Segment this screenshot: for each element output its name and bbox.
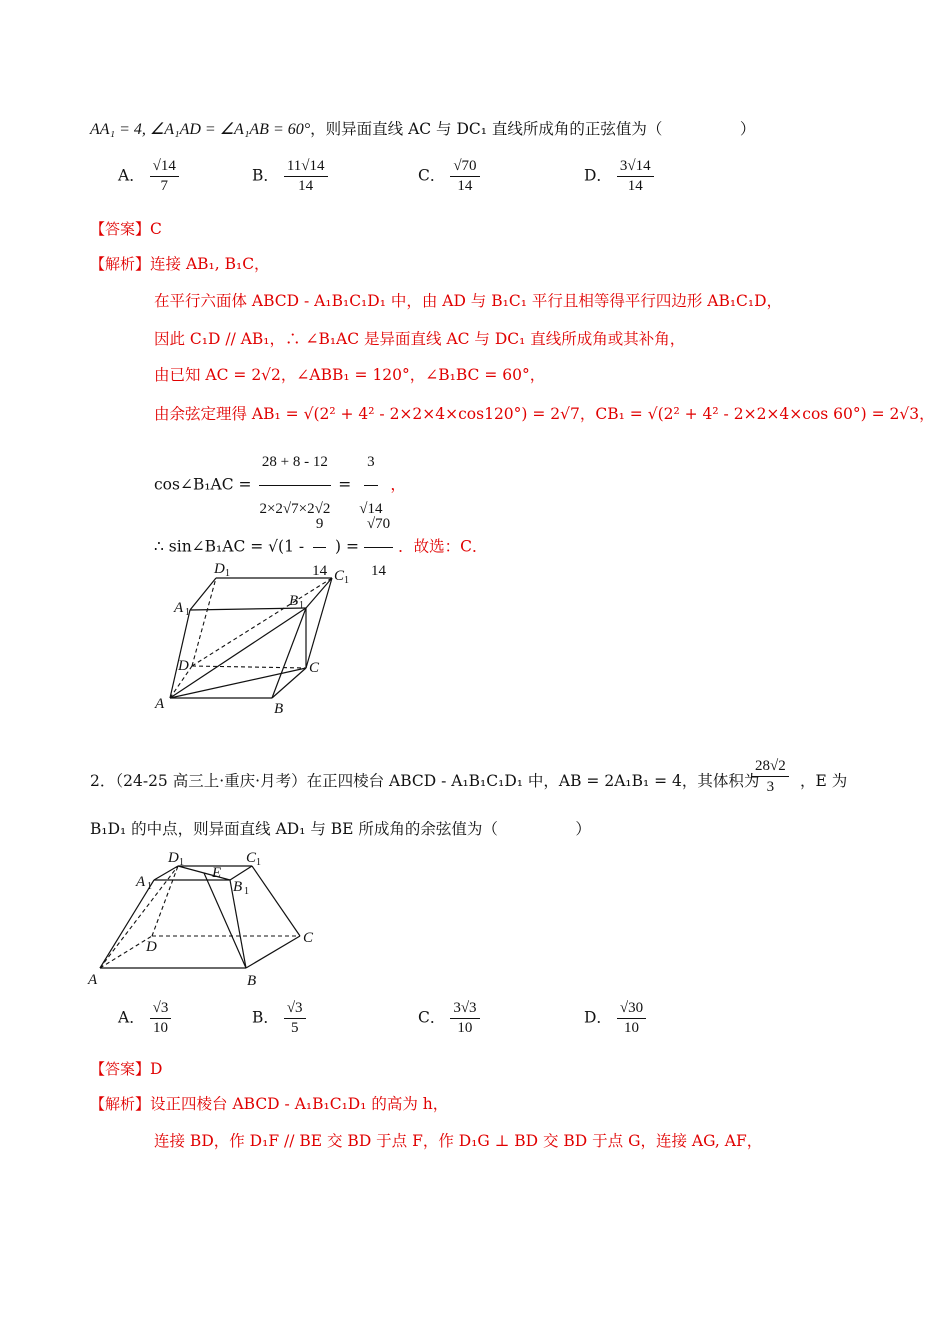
q1-label-d1: D — [214, 561, 225, 577]
q1-sin-result-den: 14 — [371, 563, 387, 579]
q1-option-c — [418, 158, 480, 195]
q1-analysis-line-4: 由已知 AC = 2√2，∠ABB₁ = 120°，∠B₁BC = 60°， — [154, 366, 546, 384]
q2-option-a-letter: A． — [118, 1008, 145, 1027]
q1-option-c-num: √70 — [450, 158, 479, 177]
edge-bc — [246, 936, 300, 968]
q2-option-a-den: 10 — [153, 1020, 168, 1036]
q1-sin-mid: ) = — [335, 537, 359, 556]
q2-analysis-text-1: 设正四棱台 ABCD - A₁B₁C₁D₁ 的高为 h， — [150, 1095, 449, 1113]
q1-analysis-line-2: 在平行六面体 ABCD - A₁B₁C₁D₁ 中，由 AD 与 B₁C₁ 平行且相等得平行四边形 AB₁C₁D， — [154, 292, 783, 310]
q1-sin-frac-num: 9 — [313, 502, 327, 548]
q2-label-d1: D — [168, 850, 179, 866]
q1-cos-suffix: ， — [390, 475, 406, 494]
q2-label-d: D — [146, 939, 157, 955]
q2-option-a-frac — [150, 1000, 172, 1037]
q1-option-b-den: 14 — [298, 178, 314, 194]
edge-cc1 — [306, 578, 332, 668]
q1-label-b1-sub: 1 — [299, 600, 304, 611]
q1-answer-tag: 【答案】 — [90, 220, 151, 238]
q1-label-d1-sub: 1 — [225, 568, 230, 579]
q2-option-b-num: √3 — [284, 1000, 306, 1019]
q2-analysis-line-2: 连接 BD，作 D₁F // BE 交 BD 于点 F，作 D₁G ⊥ BD 交 BD 于点 G，连接 AG, AF， — [154, 1132, 763, 1150]
q2-option-d-letter: D． — [584, 1008, 612, 1027]
q1-analysis-line-3: 因此 C₁D // AB₁，∴ ∠B₁AC 是异面直线 AC 与 DC₁ 直线所成角或其补角， — [154, 330, 686, 348]
q2-stem-line-1 — [90, 770, 759, 792]
q2-label-b: B — [247, 973, 257, 989]
q2-volume-num: 28√2 — [752, 757, 789, 777]
q2-answer — [90, 1058, 162, 1080]
q2-label-a: A — [88, 972, 98, 988]
q1-stem-math: AA₁ = 4, ∠A₁AD = ∠A₁AB = 60° — [90, 121, 311, 138]
q1-analysis-line-1 — [90, 253, 270, 275]
q2-option-d-den: 10 — [623, 1020, 639, 1036]
q2-volume-den: 3 — [766, 779, 775, 795]
q1-sin-suffix: ．故选：C． — [398, 537, 488, 556]
q2-option-a-num: √3 — [150, 1000, 172, 1019]
q2-label-e: E — [212, 865, 222, 881]
q1-option-c-frac — [450, 158, 479, 195]
q1-analysis-tag: 【解析】 — [90, 255, 151, 273]
q2-stem-line-2: B₁D₁ 的中点，则异面直线 AD₁ 与 BE 所成角的余弦值为（ ） — [90, 820, 591, 838]
q2-option-d-num: √30 — [617, 1000, 646, 1019]
q2-option-b-letter: B． — [252, 1008, 279, 1027]
q1-cos-frac-1-num: 28 + 8 - 12 — [259, 440, 331, 486]
q2-label-c1: C — [246, 850, 257, 866]
q2-frustum-figure — [86, 846, 326, 996]
q1-label-d: D — [178, 658, 189, 674]
q1-sin-result-num: √70 — [364, 502, 393, 548]
q2-stem-text-1: 2．（24-25 高三上·重庆·月考）在正四棱台 ABCD - A₁B₁C₁D₁ 中，AB = 2A₁B₁ = 4，其体积为 — [90, 772, 760, 790]
q1-cos-frac-2-den: √14 — [359, 501, 383, 517]
q1-sin-prefix: ∴ sin∠B₁AC = √(1 - — [154, 537, 305, 556]
q2-stem-line-1-end: ，E 为 — [800, 772, 848, 790]
q1-label-c: C — [309, 660, 320, 676]
q2-volume-frac — [752, 757, 789, 796]
q2-label-c1-sub: 1 — [256, 857, 261, 868]
q1-option-a-den: 7 — [160, 178, 168, 194]
q1-answer — [90, 218, 162, 240]
q1-option-d-den: 14 — [627, 178, 643, 194]
q2-option-d-frac — [617, 1000, 646, 1037]
q1-label-b: B — [274, 701, 284, 717]
q1-option-d-num: 3√14 — [617, 158, 654, 177]
edge-a1d1 — [154, 866, 178, 880]
edge-cc1 — [252, 866, 300, 936]
q1-option-d — [584, 158, 654, 195]
hidden-edge-ad — [100, 936, 152, 968]
segment-ac — [170, 668, 306, 698]
q2-label-d1-sub: 1 — [179, 857, 184, 868]
q2-option-d — [584, 1000, 646, 1037]
q1-cos-frac-2-num: 3 — [364, 440, 378, 486]
edge-a1d1 — [190, 578, 216, 610]
q2-label-a1: A — [136, 874, 146, 890]
q2-answer-value: D — [150, 1060, 163, 1078]
q1-label-c1: C — [334, 568, 345, 584]
q2-answer-tag: 【答案】 — [90, 1060, 151, 1078]
q2-option-b-den: 5 — [290, 1020, 299, 1036]
q2-option-c — [418, 1000, 480, 1037]
hidden-edge-dc — [192, 666, 306, 668]
q2-label-c: C — [303, 930, 314, 946]
q1-cos-frac-1-den: 2×2√7×2√2 — [259, 501, 331, 517]
q1-stem-text: ，则异面直线 AC 与 DC₁ 直线所成角的正弦值为（ ） — [310, 120, 756, 138]
q2-label-b1-sub: 1 — [244, 886, 249, 897]
q1-option-c-den: 14 — [457, 178, 473, 194]
q1-option-b-letter: B． — [252, 166, 279, 185]
hidden-edge-dd1 — [152, 866, 178, 936]
q2-label-a1-sub: 1 — [147, 881, 152, 892]
q1-cos-prefix: cos∠B₁AC = — [154, 475, 252, 494]
q1-label-c1-sub: 1 — [344, 575, 349, 586]
q1-option-d-letter: D． — [584, 166, 612, 185]
q1-option-b — [252, 158, 328, 195]
q1-option-a-num: √14 — [150, 158, 179, 177]
q2-option-a — [118, 1000, 171, 1037]
q2-analysis-line-1 — [90, 1093, 448, 1115]
q1-sin-frac-den: 14 — [312, 563, 328, 579]
q2-volume — [752, 757, 789, 796]
q1-cos-equals: = — [338, 475, 352, 494]
segment-ab1 — [170, 608, 306, 698]
q1-analysis-line-5: 由余弦定理得 AB₁ = √(2² + 4² - 2×2×4×cos120°) = 2√7，CB₁ = √(2² + 4² - 2×2×4×cos 60°) = 2√3， — [154, 405, 935, 423]
q1-option-a-letter: A． — [118, 166, 145, 185]
q1-parallelepiped-figure — [150, 558, 370, 718]
q1-option-a — [118, 158, 179, 195]
edge-bb1 — [272, 608, 306, 698]
q1-answer-value: C — [150, 220, 162, 238]
q1-label-a: A — [155, 696, 165, 712]
q1-option-a-frac — [150, 158, 179, 195]
q1-label-a1-sub: 1 — [185, 607, 190, 618]
q1-analysis-text-1: 连接 AB₁, B₁C， — [150, 255, 270, 273]
q1-option-b-frac — [284, 158, 328, 195]
edge-aa1 — [170, 610, 190, 698]
q2-option-b — [252, 1000, 306, 1037]
q2-option-c-num: 3√3 — [450, 1000, 479, 1019]
q1-label-a1: A — [174, 600, 184, 616]
q1-option-c-letter: C． — [418, 166, 446, 185]
q2-option-b-frac — [284, 1000, 306, 1037]
q1-option-b-num: 11√14 — [284, 158, 328, 177]
q2-option-c-frac — [450, 1000, 479, 1037]
edge-b1c1 — [230, 866, 252, 880]
q2-analysis-tag: 【解析】 — [90, 1095, 151, 1113]
q1-label-b1: B — [289, 593, 299, 609]
q1-stem — [90, 118, 755, 141]
q1-option-d-frac — [617, 158, 654, 195]
q2-option-c-den: 10 — [457, 1020, 473, 1036]
q2-option-c-letter: C． — [418, 1008, 446, 1027]
q2-label-b1: B — [233, 879, 243, 895]
